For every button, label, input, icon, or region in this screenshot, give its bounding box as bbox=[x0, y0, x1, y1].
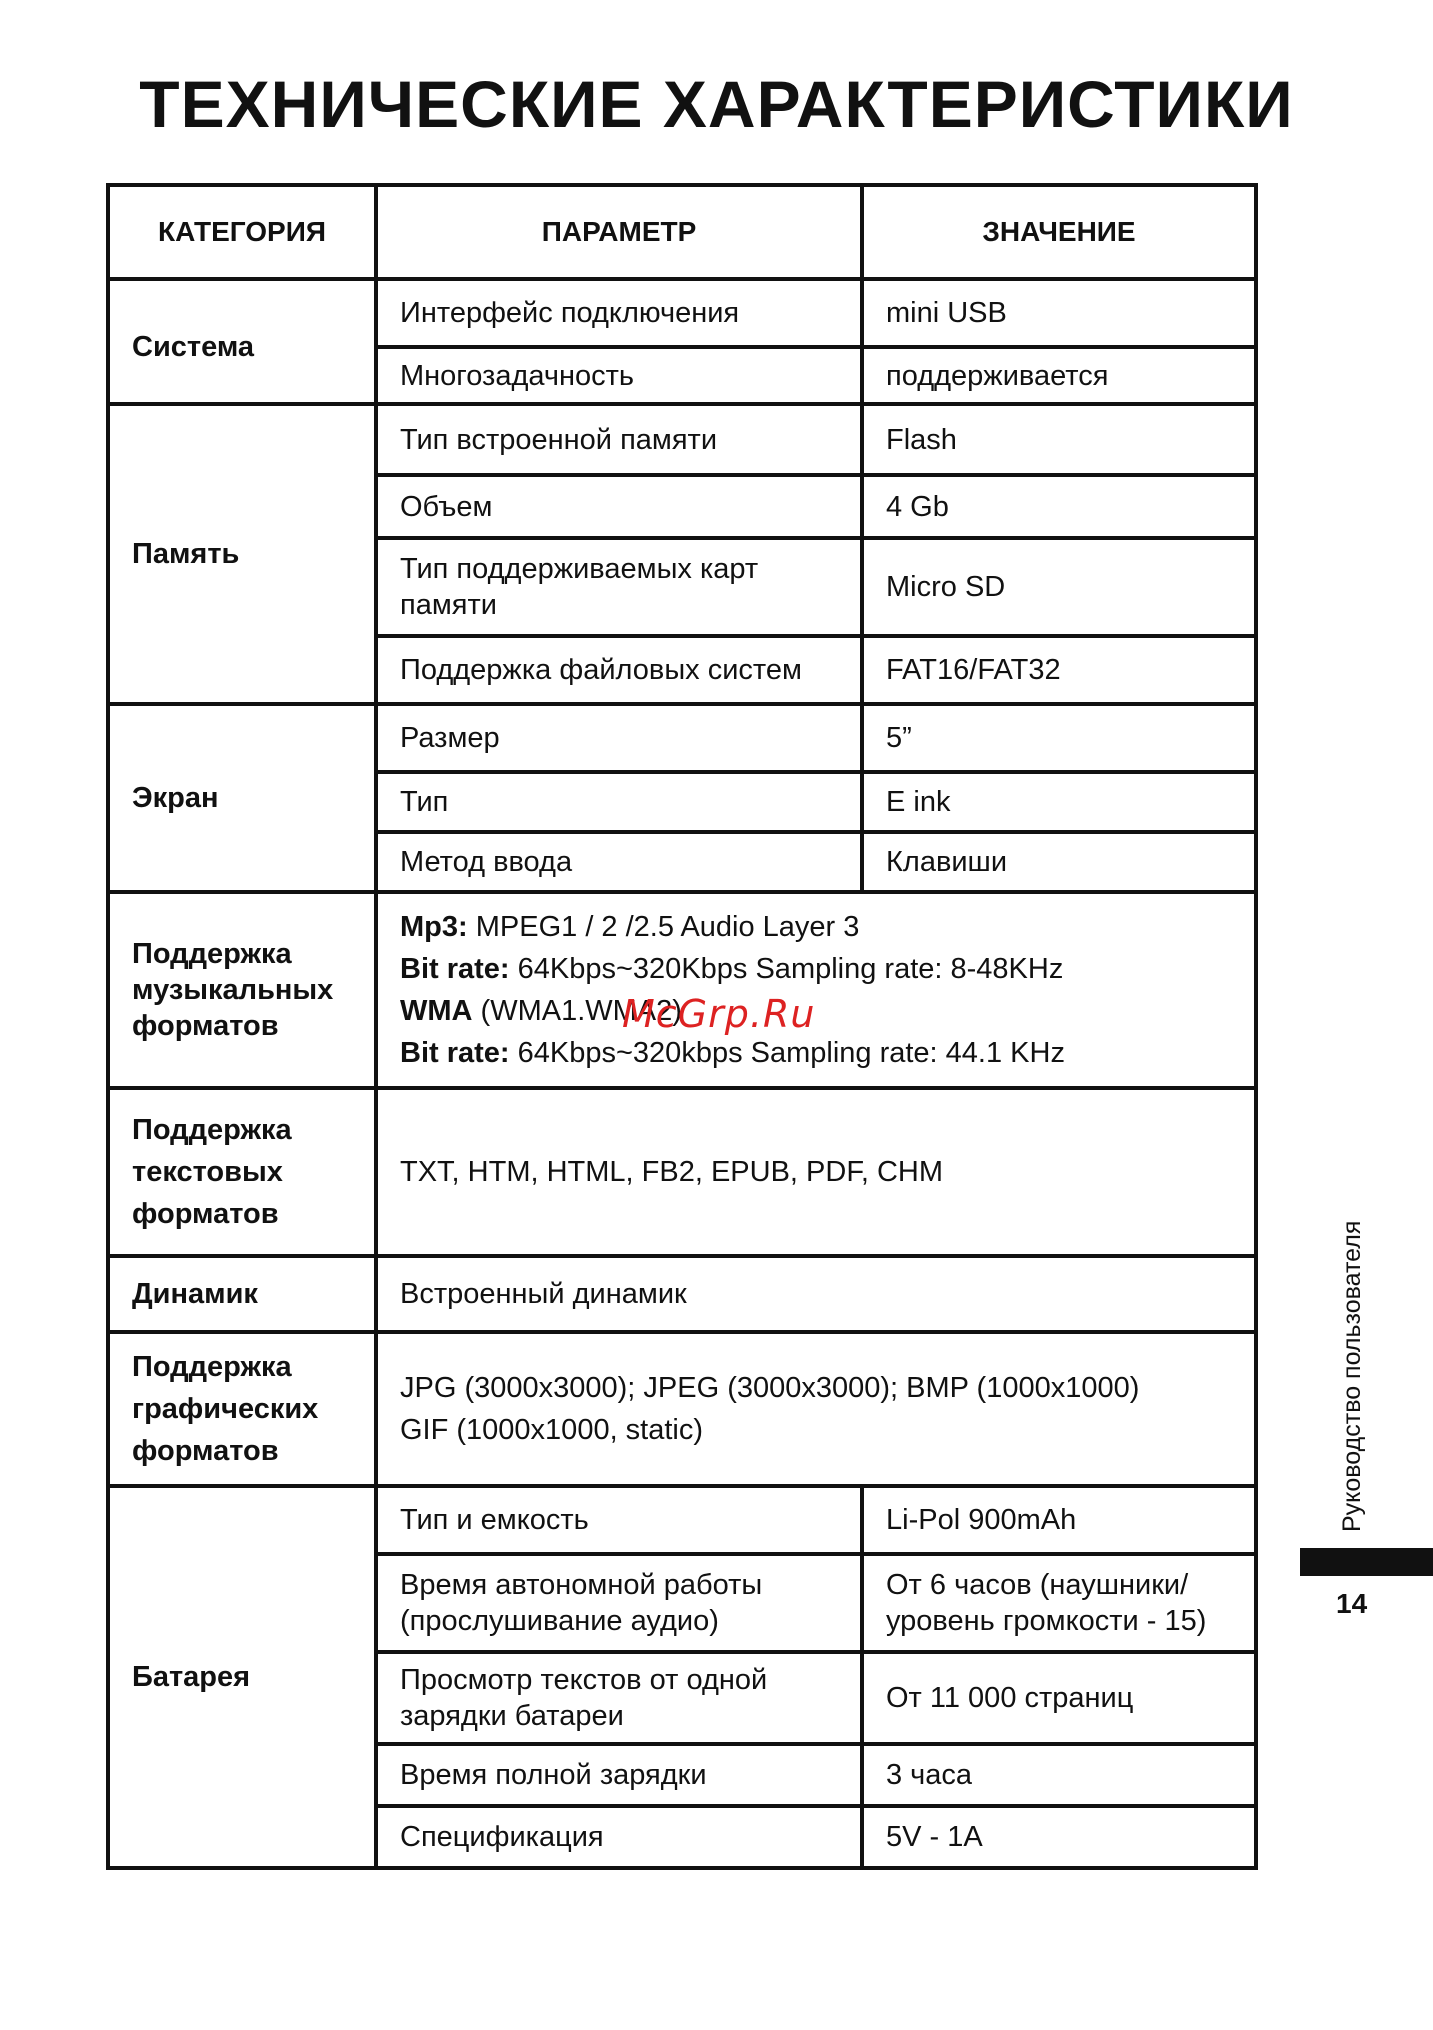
header-value: ЗНАЧЕНИЕ bbox=[862, 185, 1256, 279]
value-cell: поддерживается bbox=[862, 347, 1256, 404]
table-row bbox=[108, 1256, 1256, 1332]
value-cell: E ink bbox=[862, 772, 1256, 832]
graphics-cell bbox=[376, 1332, 1256, 1486]
param-cell: Метод ввода bbox=[376, 832, 862, 892]
value-cell: Клавиши bbox=[862, 832, 1256, 892]
param-cell: Многозадачность bbox=[376, 347, 862, 404]
param-cell: Объем bbox=[376, 475, 862, 538]
page-bar bbox=[1300, 1548, 1433, 1576]
value-cell: Встроенный динамик bbox=[376, 1256, 1256, 1332]
header-parameter: ПАРАМЕТР bbox=[376, 185, 862, 279]
value-cell: 5V - 1A bbox=[862, 1806, 1256, 1868]
table-row bbox=[108, 279, 1256, 347]
table-row bbox=[108, 1332, 1256, 1486]
value-cell: 3 часа bbox=[862, 1744, 1256, 1806]
music-line: Mp3: MPEG1 / 2 /2.5 Audio Layer 3 bbox=[400, 911, 860, 943]
value-cell: 4 Gb bbox=[862, 475, 1256, 538]
music-line: WMA (WMA1.WMA2) bbox=[400, 995, 682, 1027]
category-graphics: Поддержка графических форматов bbox=[108, 1332, 376, 1486]
table-row bbox=[108, 1088, 1256, 1256]
param-cell: Поддержка файловых систем bbox=[376, 636, 862, 704]
value-cell: От 11 000 страниц bbox=[862, 1652, 1256, 1744]
value-cell: TXT, HTM, HTML, FB2, EPUB, PDF, CHM bbox=[376, 1088, 1256, 1256]
music-formats-cell bbox=[376, 892, 1256, 1088]
param-cell: Тип и емкость bbox=[376, 1486, 862, 1554]
page-number: 14 bbox=[1336, 1588, 1368, 1619]
table-row bbox=[108, 1486, 1256, 1554]
value-cell: Micro SD bbox=[862, 538, 1256, 636]
category-system: Система bbox=[108, 279, 376, 404]
param-cell: Интерфейс подключения bbox=[376, 279, 862, 347]
category-music: Поддержка музыкальных форматов bbox=[108, 892, 376, 1088]
watermark: McGrp.Ru bbox=[622, 992, 816, 1036]
category-memory: Память bbox=[108, 404, 376, 704]
value-cell: Li-Pol 900mAh bbox=[862, 1486, 1256, 1554]
value-cell: Flash bbox=[862, 404, 1256, 475]
music-line: Bit rate: 64Kbps~320kbps Sampling rate: 44.1 KHz bbox=[400, 1037, 1065, 1069]
param-cell: Время автономной работы (прослушивание аудио) bbox=[376, 1554, 862, 1652]
value-cell: mini USB bbox=[862, 279, 1256, 347]
param-cell: Тип встроенной памяти bbox=[376, 404, 862, 475]
graphics-line: GIF (1000x1000, static) bbox=[400, 1414, 704, 1446]
value-cell: 5” bbox=[862, 704, 1256, 772]
table-row bbox=[108, 892, 1256, 1088]
category-screen: Экран bbox=[108, 704, 376, 892]
table-row bbox=[108, 404, 1256, 475]
param-cell: Спецификация bbox=[376, 1806, 862, 1868]
param-cell: Тип bbox=[376, 772, 862, 832]
param-cell: Размер bbox=[376, 704, 862, 772]
side-label: Руководство пользователя bbox=[1338, 1220, 1366, 1532]
category-speaker: Динамик bbox=[108, 1256, 376, 1332]
category-text-formats: Поддержка текстовых форматов bbox=[108, 1088, 376, 1256]
music-line: Bit rate: 64Kbps~320Kbps Sampling rate: 8-48KHz bbox=[400, 953, 1064, 985]
graphics-line: JPG (3000x3000); JPEG (3000x3000); BMP (1000x1000) bbox=[400, 1372, 1140, 1404]
param-cell: Просмотр текстов от одной зарядки батареи bbox=[376, 1652, 862, 1744]
table-header-row bbox=[108, 185, 1256, 279]
table-row bbox=[108, 704, 1256, 772]
category-battery: Батарея bbox=[108, 1486, 376, 1868]
page-title: ТЕХНИЧЕСКИЕ ХАРАКТЕРИСТИКИ bbox=[139, 67, 1294, 141]
value-cell: От 6 часов (наушники/ уровень громкости - 15) bbox=[862, 1554, 1256, 1652]
param-cell: Тип поддерживаемых карт памяти bbox=[376, 538, 862, 636]
value-cell: FAT16/FAT32 bbox=[862, 636, 1256, 704]
param-cell: Время полной зарядки bbox=[376, 1744, 862, 1806]
header-category: КАТЕГОРИЯ bbox=[108, 185, 376, 279]
